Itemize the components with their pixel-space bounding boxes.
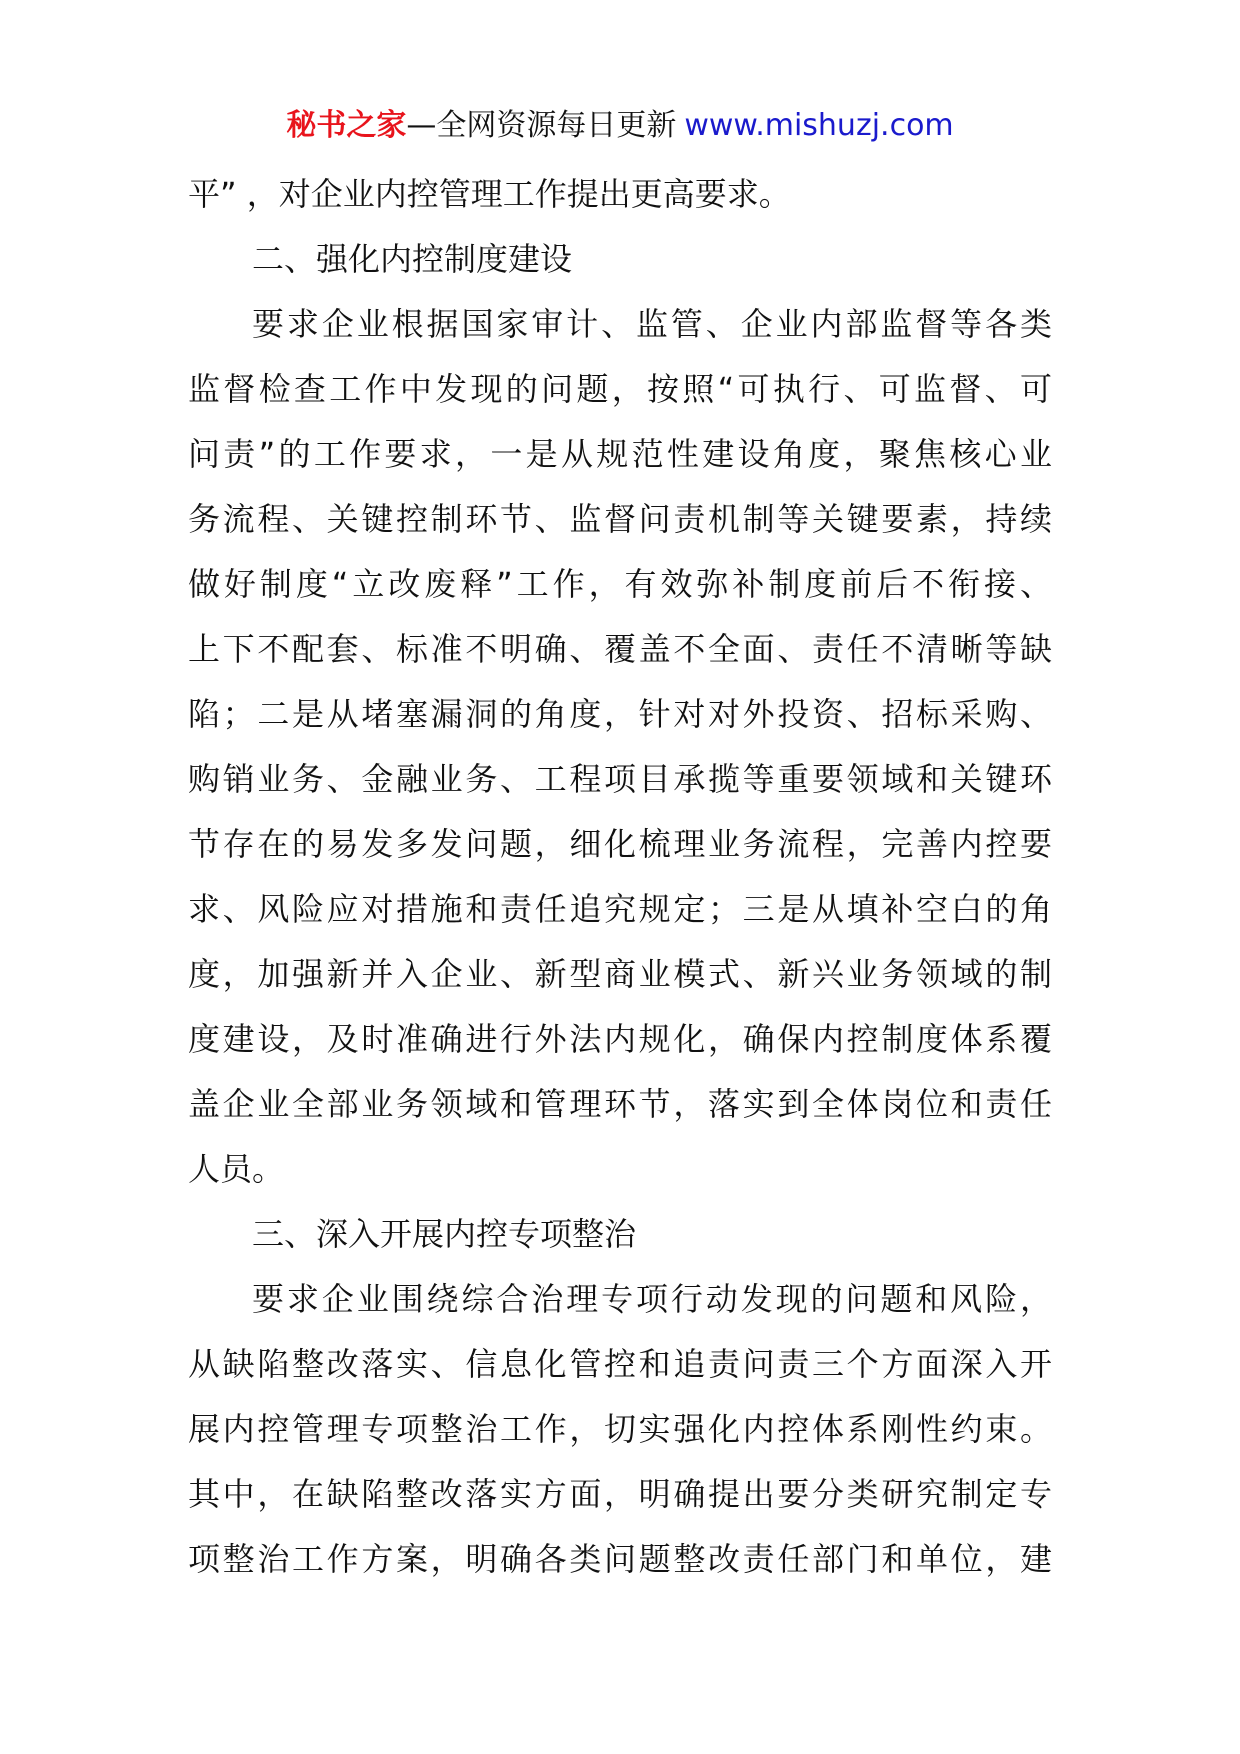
text-line: 上下不配套、标准不明确、覆盖不全面、责任不清晰等缺 (188, 630, 1052, 668)
brand-name: 秘书之家 (286, 108, 407, 143)
text-line: 度，加强新并入企业、新型商业模式、新兴业务领域的制 (188, 955, 1052, 993)
text-line: 求、风险应对措施和责任追究规定；三是从填补空白的角 (188, 890, 1052, 928)
text-line: 人员。 (188, 1150, 285, 1188)
text-line: 项整治工作方案，明确各类问题整改责任部门和单位，建 (188, 1540, 1052, 1578)
section-heading: 三、深入开展内控专项整治 (252, 1215, 637, 1253)
section-heading: 二、强化内控制度建设 (252, 240, 573, 278)
text-line: 度建设，及时准确进行外法内规化，确保内控制度体系覆 (188, 1020, 1052, 1058)
text-line: 陷；二是从堵塞漏洞的角度，针对对外投资、招标采购、 (188, 695, 1052, 733)
text-line: 要求企业根据国家审计、监管、企业内部监督等各类 (252, 305, 1052, 343)
header-tagline: 全网资源每日更新 (436, 108, 677, 143)
text-line: 做好制度“立改废释”工作，有效弥补制度前后不衔接、 (188, 565, 1052, 603)
document-body (188, 162, 1052, 1592)
text-line: 其中，在缺陷整改落实方面，明确提出要分类研究制定专 (188, 1475, 1052, 1513)
text-line: 要求企业围绕综合治理专项行动发现的问题和风险， (252, 1280, 1052, 1318)
text-line: 从缺陷整改落实、信息化管控和追责问责三个方面深入开 (188, 1345, 1052, 1383)
text-line: 务流程、关键控制环节、监督问责机制等关键要素，持续 (188, 500, 1052, 538)
watermark-header (0, 104, 1240, 148)
text-line: 盖企业全部业务领域和管理环节，落实到全体岗位和责任 (188, 1085, 1052, 1123)
text-line: 展内控管理专项整治工作，切实强化内控体系刚性约束。 (188, 1410, 1052, 1448)
text-line: 节存在的易发多发问题，细化梳理业务流程，完善内控要 (188, 825, 1052, 863)
text-line: 问责”的工作要求，一是从规范性建设角度，聚焦核心业 (188, 435, 1052, 473)
text-line: 监督检查工作中发现的问题，按照“可执行、可监督、可 (188, 370, 1052, 408)
header-dash: — (406, 108, 437, 143)
site-url-link[interactable]: www.mishuzj.com (684, 108, 954, 143)
text-line: 购销业务、金融业务、工程项目承揽等重要领域和关键环 (188, 760, 1052, 798)
text-line: 平” ，对企业内控管理工作提出更高要求。 (188, 175, 791, 213)
